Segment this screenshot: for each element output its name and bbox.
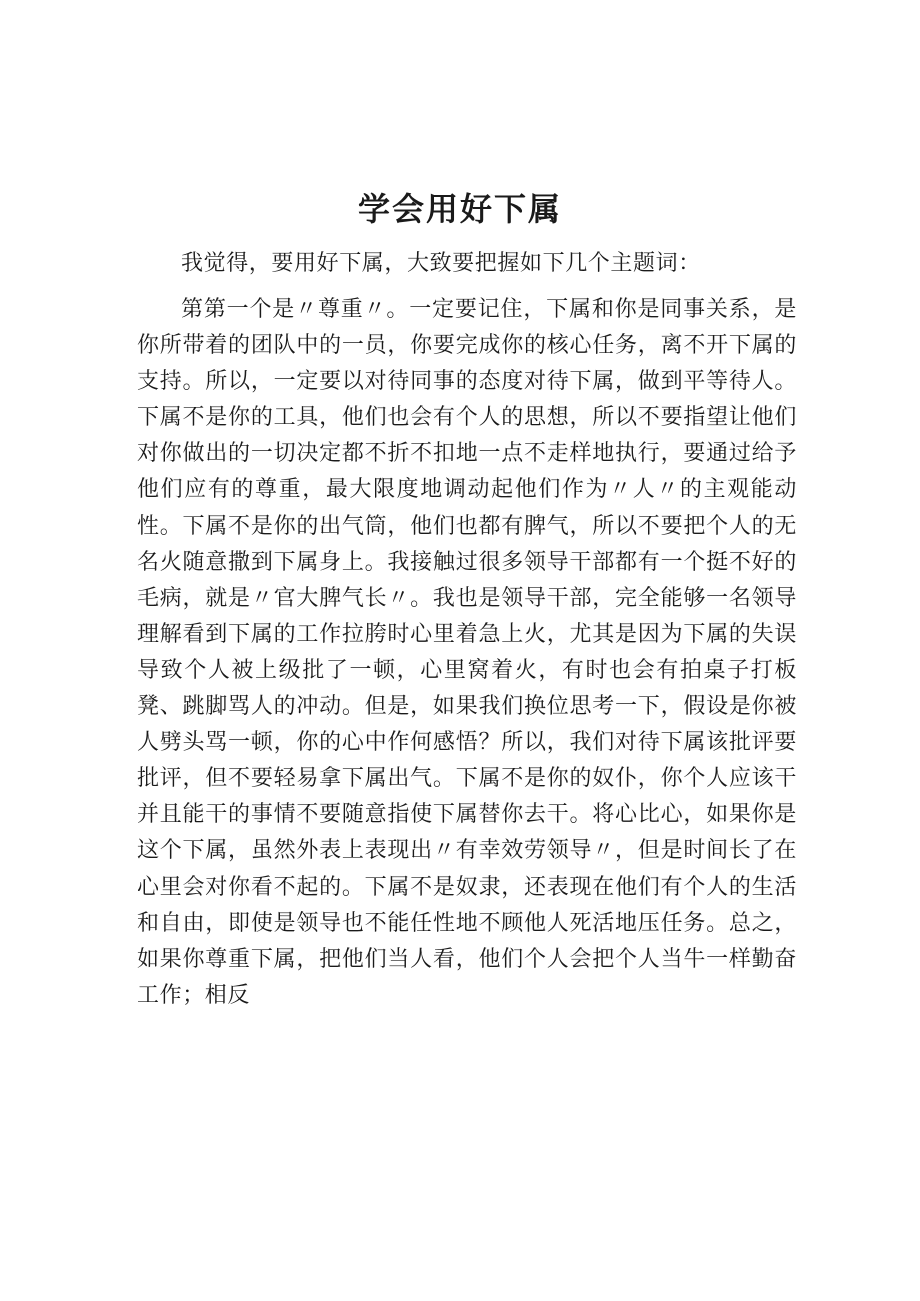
document-title: 学会用好下属 [357, 190, 562, 228]
paragraph-intro: 我觉得，要用好下属，大致要把握如下几个主题词： [181, 251, 701, 276]
paragraph-respect: 第第一个是〃尊重〃。一定要记住，下属和你是同事关系，是你所带着的团队中的一员，你要完成你的核心任务，离不开下属的支持。所以，一定要以对待同事的态度对待下属，做到平等待人。下属不是你的工具，他们也会有个人的思想，所以不要指望让他们对你做出的一切决定都不折不扣地一点不走样地执行，要通过给予他们应有的尊重，最大限度地调动起他们作为〃人〃的主观能动性。下属不是你的出气筒，他们也都有脾气，所以不要把个人的无名火随意撒到下属身上。我接触过很多领导干部都有一个挺不好的毛病，就是〃官大脾气长〃。我也是领导干部，完全能够一名领导理解看到下属的工作拉胯时心里着急上火，尤其是因为下属的失误导致个人被上级批了一顿，心里窝着火，有时也会有拍桌子打板凳、跳脚骂人的冲动。但是，如果我们换位思考一下，假设是你被人劈头骂一顿，你的心中作何感悟？所以，我们对待下属该批评要批评，但不要轻易拿下属出气。下属不是你的奴仆，你个人应该干并且能干的事情不要随意指使下属替你去干。将心比心，如果你是这个下属，虽然外表上表现出〃有幸效劳领导〃，但是时间长了在心里会对你看不起的。下属不是奴隶，还表现在他们有个人的生活和自由，即使是领导也不能任性地不顾他人死活地压任务。总之，如果你尊重下属，把他们当人看，他们个人会把个人当牛一样勤奋工作；相反 [137, 297, 797, 1008]
